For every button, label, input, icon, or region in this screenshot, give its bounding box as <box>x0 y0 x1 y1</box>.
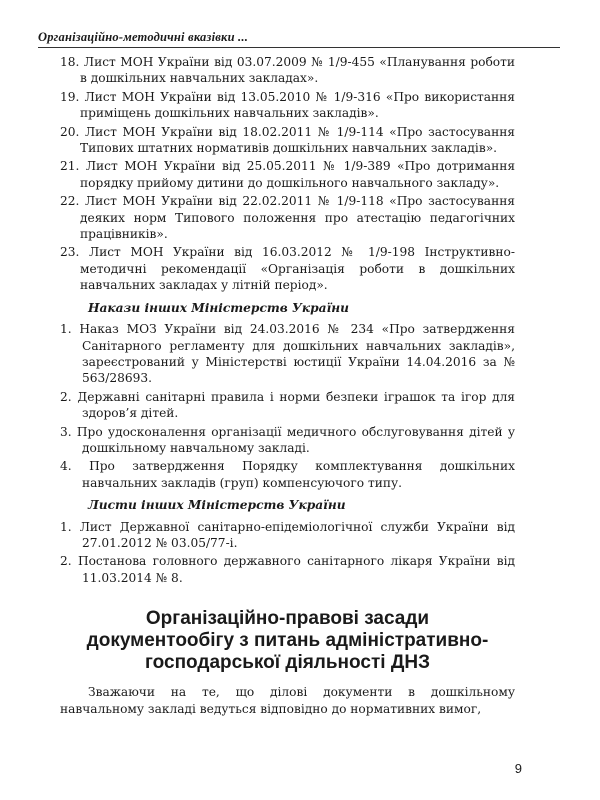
list-item <box>60 89 515 122</box>
header-divider <box>38 47 560 48</box>
item-text: Лист МОН України від 16.03.2012 № 1/9-198 Інструктивно-методичні рекомендації «Організація роботи в дошкільних навчальних закладах у літній період». <box>80 245 515 293</box>
heading-line: документообігу з питань адміністративно- <box>86 630 489 652</box>
list-item <box>60 424 515 457</box>
item-text: Лист МОН України від 25.05.2011 № 1/9-389 «Про дотримання порядку прийому дитини до дошкільного навчального закладу». <box>80 159 516 190</box>
item-number: 20. <box>60 124 80 139</box>
body-paragraph: Зважаючи на те, що ділові документи в дошкільному навчальному закладі ведуться відповідно до нормативних вимог, <box>60 685 515 716</box>
item-number: 21. <box>60 159 80 174</box>
list-item <box>60 458 515 491</box>
item-text: Лист МОН України від 18.02.2011 № 1/9-114 «Про застосування Типових штатних нормативів дошкільних навчальних закладів». <box>80 124 515 156</box>
list-item <box>60 124 515 157</box>
item-number: 1. <box>60 322 72 337</box>
item-text: Лист Державної санітарно-епідеміологічної служби України від 27.01.2012 № 03.05/77-і. <box>79 519 516 550</box>
list-item <box>60 193 515 242</box>
item-number: 1. <box>60 519 72 534</box>
page-content <box>60 54 515 717</box>
item-text: Лист МОН України від 03.07.2009 № 1/9-455 «Планування роботи в дошкільних навчальних закладах». <box>80 55 516 86</box>
item-text: Лист МОН України від 13.05.2010 № 1/9-316 «Про використання приміщень дошкільних навчальних закладів». <box>80 89 515 121</box>
item-text: Про удосконалення організації медичного обслуговування дітей у дошкільному навчальному закладі. <box>76 424 515 455</box>
list-item <box>60 389 515 422</box>
heading-line: Організаційно-правові засади <box>145 608 430 630</box>
item-number: 2. <box>60 554 72 569</box>
item-text: Про затвердження Порядку комплектування дошкільних навчальних закладів (груп) компенсуючого типу. <box>82 459 515 490</box>
item-text: Постанова головного державного санітарного лікаря України від 11.03.2014 № 8. <box>77 554 515 585</box>
item-number: 19. <box>60 89 80 104</box>
letters-section-title: Листи інших Міністерств України <box>88 498 346 513</box>
item-number: 18. <box>60 55 80 69</box>
list-item <box>60 553 515 586</box>
list-item <box>60 158 515 191</box>
section-heading <box>60 608 515 674</box>
item-number: 23. <box>60 245 80 260</box>
item-text: Лист МОН України від 22.02.2011 № 1/9-118 «Про застосування деяких норм Типового положення про атестацію педагогічних працівників». <box>80 194 515 242</box>
list-item <box>60 321 515 387</box>
list-item <box>60 244 515 293</box>
item-number: 2. <box>60 389 72 404</box>
running-header: Організаційно-методичні вказівки ... <box>38 30 249 44</box>
item-text: Державні санітарні правила і норми безпеки іграшок та ігор для здоров’я дітей. <box>77 389 515 421</box>
list-item <box>60 54 515 87</box>
item-number: 3. <box>60 424 72 439</box>
item-text: Наказ МОЗ України від 24.03.2016 № 234 «Про затвердження Санітарного регламенту для дошкільних навчальних закладів», зареєстрований у Міністерстві юстиції України 14.04.2016 за № 563/28693. <box>79 322 515 386</box>
orders-section-title: Накази інших Міністерств України <box>88 300 349 315</box>
mon-letters-list <box>60 54 515 294</box>
heading-line: господарської діяльності ДНЗ <box>145 652 430 674</box>
orders-list <box>60 321 515 491</box>
letters-list <box>60 519 515 587</box>
list-item <box>60 519 515 552</box>
page-number: 9 <box>514 761 522 776</box>
item-number: 4. <box>60 459 72 474</box>
item-number: 22. <box>60 194 80 209</box>
